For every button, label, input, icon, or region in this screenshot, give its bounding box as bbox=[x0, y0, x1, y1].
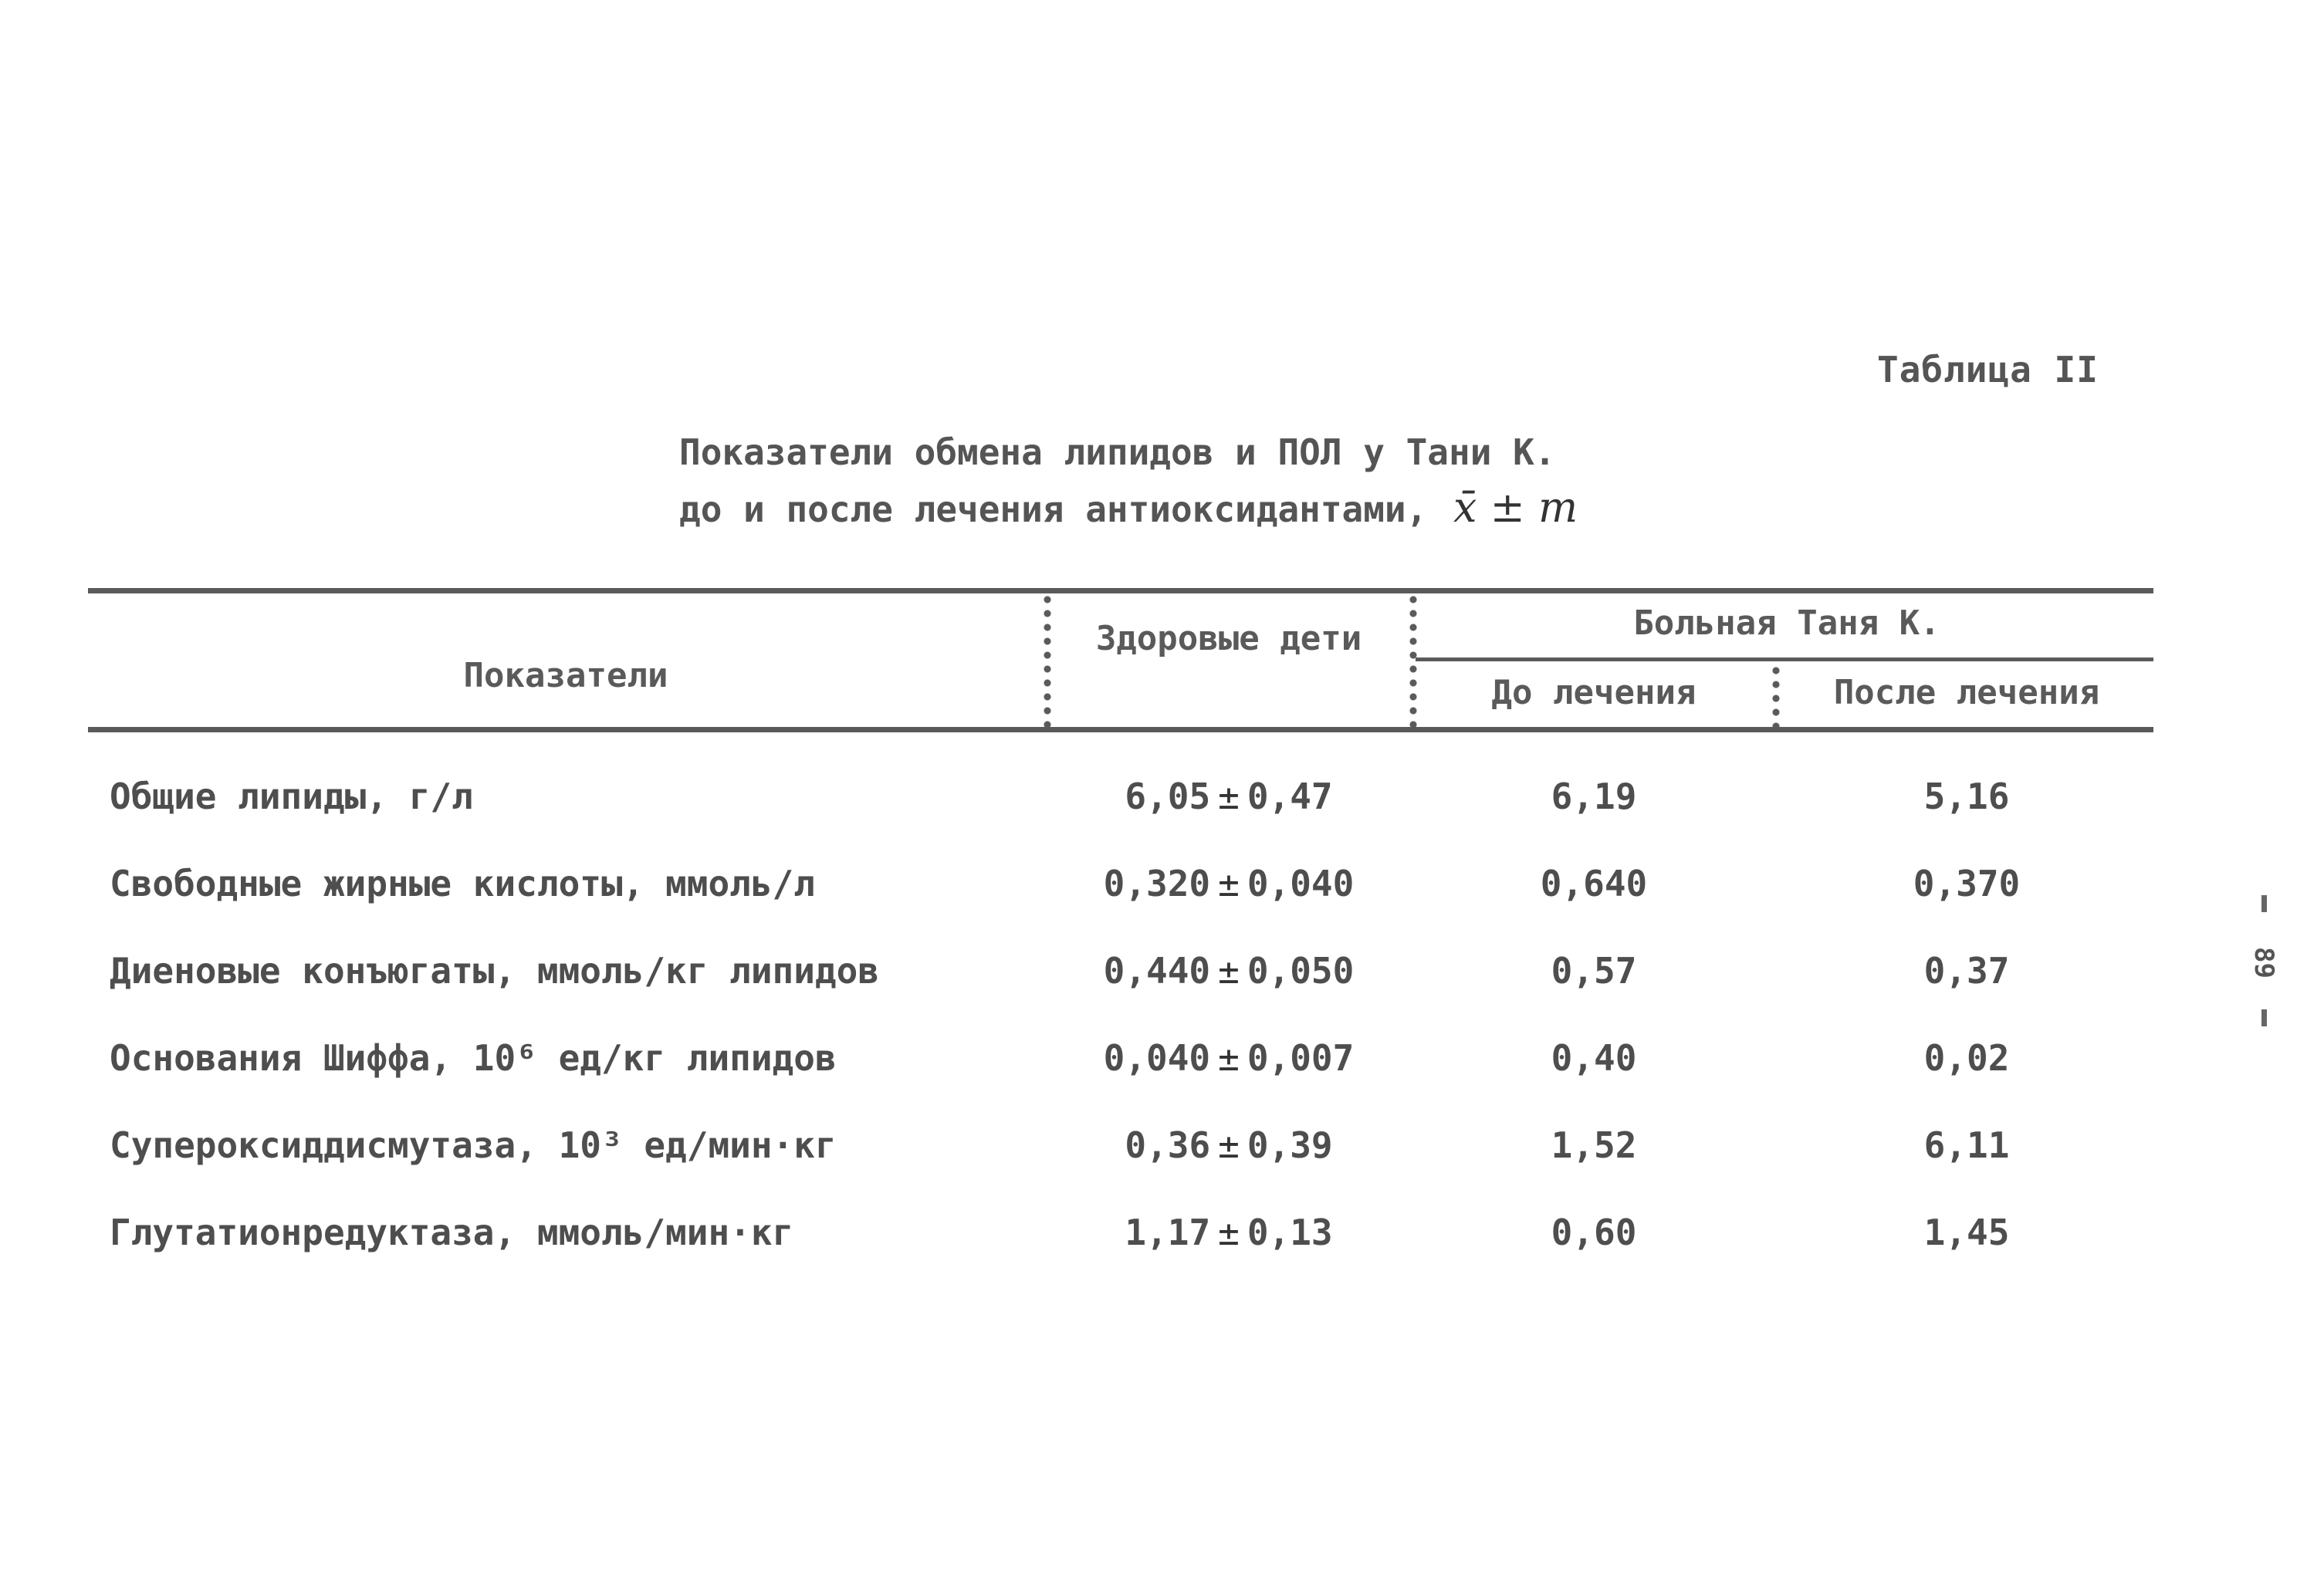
table-row bbox=[0, 851, 2324, 938]
healthy-error: 0,050 bbox=[1247, 950, 1355, 992]
healthy-error: 0,13 bbox=[1247, 1212, 1333, 1253]
healthy-mean: 0,440 bbox=[1103, 950, 1211, 992]
plus-minus-sign: ± bbox=[1218, 863, 1240, 904]
table-body bbox=[0, 764, 2324, 1287]
after-cell: 0,37 bbox=[1923, 950, 2010, 992]
title-line-2 bbox=[679, 480, 1683, 537]
header-indicators: Показатели bbox=[463, 656, 668, 695]
indicator-cell: Основания Шиффа, 10⁶ ед/кг липидов bbox=[110, 1037, 837, 1079]
table-row bbox=[0, 1200, 2324, 1287]
healthy-error: 0,39 bbox=[1247, 1124, 1333, 1166]
plus-minus-sign: ± bbox=[1218, 776, 1240, 817]
healthy-cell bbox=[1051, 1200, 1406, 1265]
healthy-error: 0,040 bbox=[1247, 863, 1355, 904]
table-header-bottom-rule bbox=[88, 727, 2153, 732]
page-number-mark bbox=[2248, 895, 2279, 1034]
after-cell: 0,02 bbox=[1923, 1037, 2010, 1079]
table-row bbox=[0, 764, 2324, 851]
header-after-treatment: После лечения bbox=[1833, 673, 2100, 712]
before-cell: 0,57 bbox=[1551, 950, 1637, 992]
before-cell: 0,40 bbox=[1551, 1037, 1637, 1079]
healthy-mean: 1,17 bbox=[1125, 1212, 1211, 1253]
table-subheader-rule bbox=[1416, 657, 2153, 661]
column-divider-2 bbox=[1409, 593, 1417, 727]
table-title bbox=[679, 424, 1683, 537]
table-row bbox=[0, 1113, 2324, 1200]
plus-minus-sign: ± bbox=[1218, 1212, 1240, 1253]
healthy-error: 0,007 bbox=[1247, 1037, 1355, 1079]
healthy-mean: 0,36 bbox=[1125, 1124, 1211, 1166]
indicator-cell: Общие липиды, г/л bbox=[110, 776, 473, 817]
after-cell: 5,16 bbox=[1923, 776, 2010, 817]
header-healthy-text: Здоровые дети bbox=[1095, 619, 1362, 658]
header-before-treatment: До лечения bbox=[1491, 673, 1696, 712]
healthy-cell bbox=[1051, 1113, 1406, 1178]
mean-error-formula: x̄ ± m bbox=[1453, 483, 1578, 532]
healthy-error: 0,47 bbox=[1247, 776, 1333, 817]
before-cell: 0,640 bbox=[1540, 863, 1648, 904]
plus-minus-sign: ± bbox=[1218, 950, 1240, 992]
before-cell: 6,19 bbox=[1551, 776, 1637, 817]
indicator-cell: Глутатионредуктаза, ммоль/мин·кг bbox=[110, 1212, 794, 1253]
column-divider-1 bbox=[1044, 593, 1051, 727]
plus-minus-sign: ± bbox=[1218, 1124, 1240, 1166]
after-cell: 1,45 bbox=[1923, 1212, 2010, 1253]
column-divider-3 bbox=[1772, 664, 1780, 727]
table-number-label: Таблица II bbox=[1877, 349, 2099, 390]
healthy-cell bbox=[1051, 1026, 1406, 1090]
plus-minus-sign: ± bbox=[1218, 1037, 1240, 1079]
header-patient: Больная Таня К. bbox=[1633, 603, 1940, 643]
page-number: 89 bbox=[2248, 947, 2279, 979]
after-cell: 0,370 bbox=[1913, 863, 2021, 904]
before-cell: 1,52 bbox=[1551, 1124, 1637, 1166]
after-cell: 6,11 bbox=[1923, 1124, 2010, 1166]
table-row bbox=[0, 1026, 2324, 1113]
healthy-mean: 6,05 bbox=[1125, 776, 1211, 817]
title-line-2-text: до и после лечения антиоксидантами, bbox=[679, 488, 1428, 530]
indicator-cell: Диеновые конъюгаты, ммоль/кг липидов bbox=[110, 950, 879, 992]
table-top-rule bbox=[88, 588, 2153, 593]
title-line-1: Показатели обмена липидов и ПОЛ у Тани К. bbox=[679, 431, 1556, 473]
healthy-cell bbox=[1051, 764, 1406, 829]
indicator-cell: Супероксиддисмутаза, 10³ ед/мин·кг bbox=[110, 1124, 837, 1166]
header-healthy-children bbox=[1051, 617, 1406, 661]
before-cell: 0,60 bbox=[1551, 1212, 1637, 1253]
page-number-dash-top bbox=[2261, 895, 2267, 912]
healthy-cell bbox=[1051, 851, 1406, 916]
indicator-cell: Свободные жирные кислоты, ммоль/л bbox=[110, 863, 815, 904]
healthy-cell bbox=[1051, 938, 1406, 1003]
table-row bbox=[0, 938, 2324, 1026]
page-number-dash-bottom bbox=[2261, 1009, 2267, 1026]
healthy-mean: 0,040 bbox=[1103, 1037, 1211, 1079]
healthy-mean: 0,320 bbox=[1103, 863, 1211, 904]
